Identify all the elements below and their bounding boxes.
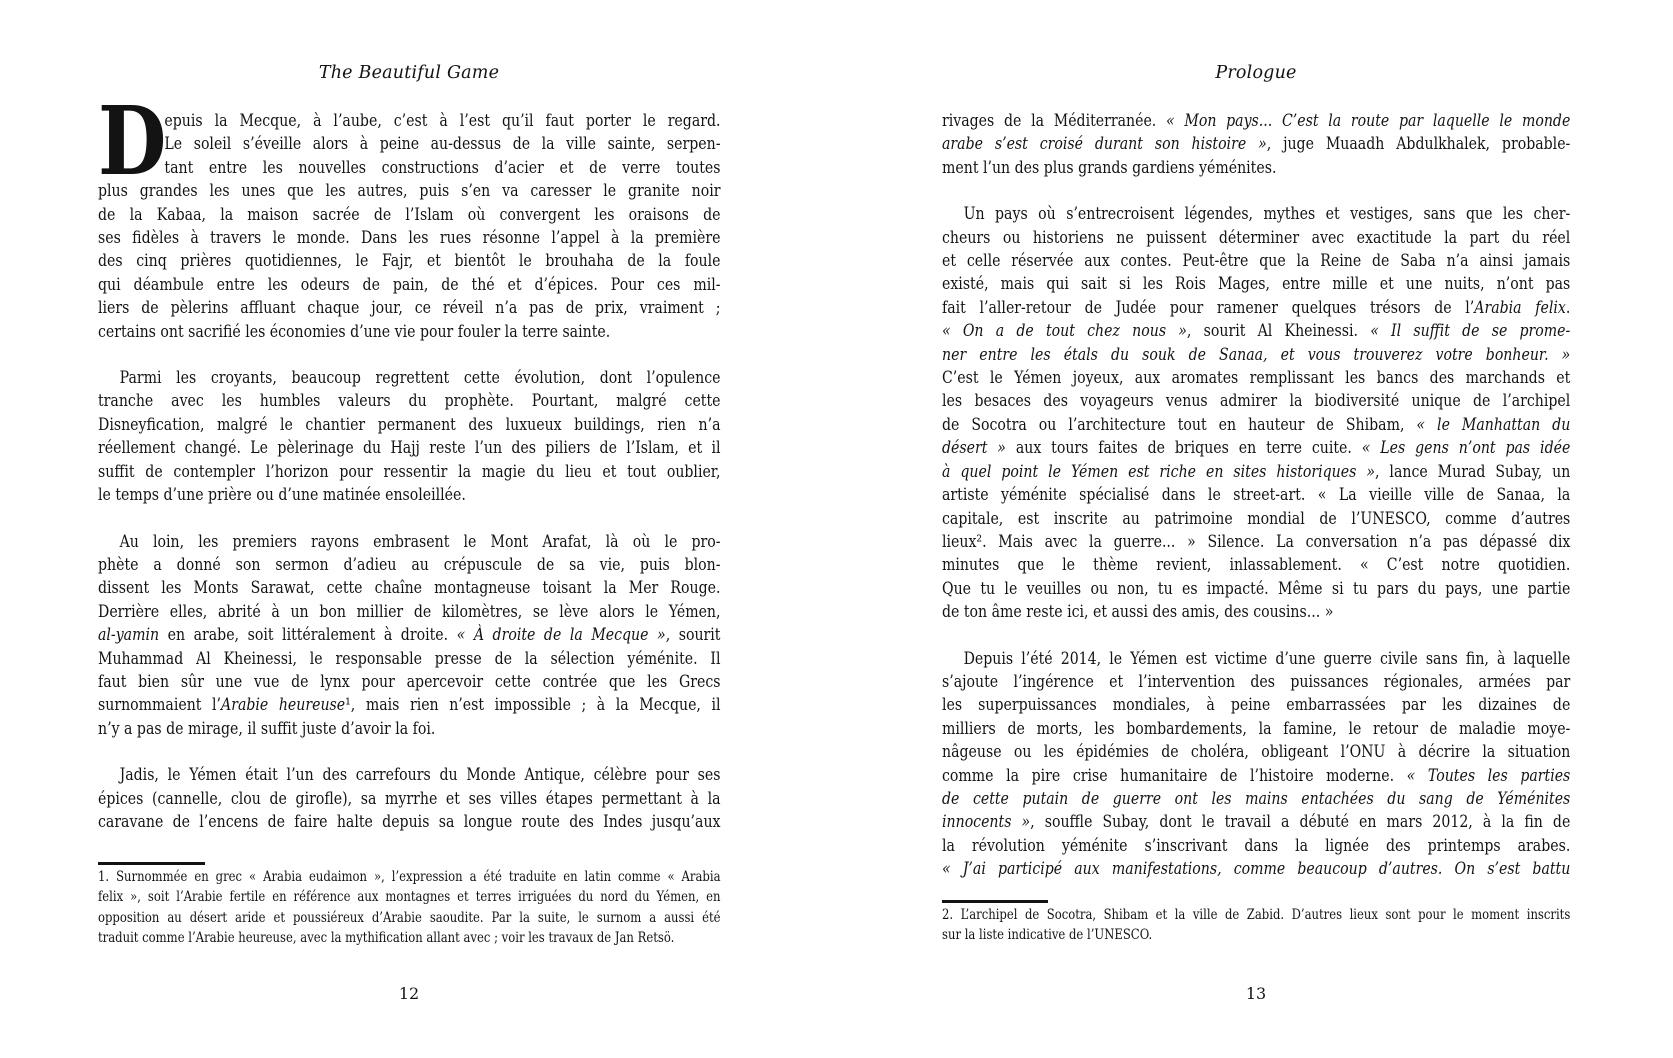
- text-line: [942, 367, 1570, 390]
- text-run: de Socotra ou l’architecture tout en hauteur de Shibam,: [942, 414, 1417, 435]
- text-run: faut bien sûr une vue de lynx pour apercevoir cette contrée que les Grecs: [98, 671, 721, 692]
- text-run: la révolution yéménite s’inscrivant dans la lignée des printemps arabes.: [942, 835, 1571, 856]
- paragraph: [98, 367, 721, 507]
- text-run: comme la pire crise humanitaire de l’histoire moderne.: [942, 765, 1407, 786]
- text-run: tant entre les nouvelles constructions d’acier et de verre toutes: [164, 157, 721, 178]
- text-line: [98, 928, 721, 948]
- italic-text-run: al-yamin: [98, 625, 160, 646]
- paragraph: [98, 764, 721, 834]
- text-line: [98, 274, 721, 297]
- text-line: [98, 367, 721, 390]
- text-run: phète a donné son sermon d’adieu au crépuscule de sa vie, puis blon-: [98, 554, 721, 575]
- text-run: .: [1565, 297, 1571, 318]
- text-line: [98, 250, 721, 273]
- text-line: [942, 437, 1570, 460]
- text-line: [942, 554, 1570, 577]
- text-run: 2. L’archipel de Socotra, Shibam et la ville de Zabid. D’autres lieux sont pour le moment inscrits: [942, 907, 1571, 923]
- text-line: [98, 390, 721, 413]
- text-line: [98, 811, 721, 834]
- text-run: liers de pèlerins affluant chaque jour, ce réveil n’a pas de prix, vraiment ;: [98, 298, 721, 319]
- text-line: [98, 437, 721, 460]
- italic-text-run: désert »: [942, 438, 1006, 459]
- text-line: [942, 110, 1570, 133]
- text-run: suffit de contempler l’horizon pour ressentir la magie du lieu et tout oublier,: [98, 461, 721, 482]
- text-run: Le soleil s’éveille alors à peine au-dessus de la ville sainte, serpen-: [164, 134, 721, 155]
- text-line: [942, 765, 1570, 788]
- text-line: [98, 718, 721, 741]
- text-run: caravane de l’encens de faire halte depuis sa longue route des Indes jusqu’aux: [98, 811, 721, 832]
- text-run: s’ajoute l’ingérence et l’intervention des puissances régionales, armées par: [942, 671, 1571, 692]
- text-line: [942, 227, 1570, 250]
- text-line: [942, 578, 1570, 601]
- text-run: epuis la Mecque, à l’aube, c’est à l’est qu’il faut porter le regard.: [164, 111, 721, 131]
- text-run: artiste yéménite spécialisé dans le street-art. « La vieille ville de Sanaa, la: [942, 485, 1571, 506]
- text-run: de ton âme reste ici, et aussi des amis, des cousins... »: [942, 602, 1334, 623]
- text-line: [98, 764, 721, 787]
- italic-text-run: arabe s’est croisé durant son histoire »: [942, 134, 1267, 155]
- text-line: [98, 908, 721, 928]
- text-line: [98, 414, 721, 437]
- text-run: ses fidèles à travers le monde. Dans les rues résonne l’appel à la première: [98, 228, 721, 249]
- footnote-right: [942, 905, 1570, 946]
- text-run: rivages de la Méditerranée.: [942, 111, 1167, 131]
- text-run: existé, mais qui sait si les Rois Mages, entre mille et une nuits, n’ont pas: [942, 274, 1571, 295]
- text-line: [942, 694, 1570, 717]
- text-line: [942, 203, 1570, 226]
- text-run: des cinq prières quotidiennes, le Fajr, et bientôt le brouhaha de la foule: [98, 251, 721, 272]
- text-run: , sourit: [665, 625, 721, 646]
- text-run: les besaces des voyageurs venus admirer la biodiversité unique de l’archipel: [942, 391, 1571, 412]
- text-run: de la Kabaa, la maison sacrée de l’Islam où convergent les oraisons de: [98, 204, 721, 225]
- text-run: dissent les Monts Sarawat, cette chaîne montagneuse toisant la Mer Rouge.: [98, 578, 721, 599]
- text-run: fait l’aller-retour de Judée pour ramener quelques trésors de l’: [942, 297, 1475, 318]
- text-run: opposition au désert aride et poussiéreux d’Arabie saoudite. Par la suite, le surnom a aussi été: [98, 909, 721, 926]
- italic-text-run: Arabia felix: [1474, 297, 1566, 318]
- drop-cap: D: [98, 86, 167, 197]
- text-line: [942, 508, 1570, 531]
- text-line: [98, 297, 721, 320]
- text-run: épices (cannelle, clou de girofle), sa myrrhe et ses villes étapes permettant à la: [98, 788, 721, 809]
- paragraph-dropcap: [98, 86, 721, 344]
- text-line: [98, 321, 721, 344]
- text-run: plus grandes les unes que les autres, puis s’en va caresser le granite noir: [98, 181, 721, 202]
- text-run: Muhammad Al Kheinessi, le responsable presse de la sélection yéménite. Il: [98, 648, 721, 669]
- text-line: [942, 718, 1570, 741]
- italic-text-run: à quel point le Yémen est riche en sites historiques »: [942, 461, 1375, 482]
- text-line: [942, 461, 1570, 484]
- text-run: C’est le Yémen joyeux, aux aromates remplissant les bancs des marchands et: [942, 368, 1571, 389]
- text-run: traduit comme l’Arabie heureuse, avec la mythification allant avec ; voir les travaux de Jan Retsö.: [98, 929, 675, 946]
- text-run: et celle réservée aux contes. Peut-être que la Reine de Saba n’a ainsi jamais: [942, 251, 1571, 272]
- text-run: réellement changé. Le pèlerinage du Hajj reste l’un des piliers de l’Islam, et il: [98, 438, 721, 459]
- italic-text-run: « J’ai participé aux manifestations, comme beaucoup d’autres. On s’est battu: [942, 859, 1571, 880]
- text-run: Un pays où s’entrecroisent légendes, mythes et vestiges, sans que les cher-: [963, 204, 1571, 225]
- text-line: [942, 320, 1570, 343]
- text-run: , lance Murad Subay, un: [1374, 461, 1571, 482]
- italic-text-run: « Il suffit de se prome-: [1370, 321, 1571, 342]
- page-left: [98, 0, 720, 1058]
- italic-text-run: « le Manhattan du: [1416, 414, 1571, 435]
- text-line: [98, 671, 721, 694]
- footnote-rule-left: [98, 862, 205, 865]
- text-line: [942, 297, 1570, 320]
- text-line: [942, 484, 1570, 507]
- paragraph: [942, 203, 1570, 624]
- italic-text-run: « À droite de la Mecque »: [456, 625, 666, 646]
- italic-text-run: « Toutes les parties: [1406, 765, 1571, 786]
- italic-text-run: ner entre les étals du souk de Sanaa, et vous trouverez votre bonheur. »: [942, 344, 1571, 365]
- text-run: les superpuissances mondiales, à peine embarrassées par les dizaines de: [942, 695, 1571, 716]
- running-header-right: Prologue: [1215, 63, 1297, 83]
- italic-text-run: « Mon pays... C’est la route par laquelle le monde: [1166, 111, 1571, 131]
- italic-text-run: « On a de tout chez nous »: [942, 321, 1187, 342]
- text-line: [98, 694, 721, 717]
- text-line: [98, 554, 721, 577]
- text-run: 1. Surnommée en grec « Arabia eudaimon », l’expression a été traduite en latin comme « Arabia: [98, 869, 721, 885]
- text-run: , sourit Al Kheinessi.: [1186, 321, 1371, 342]
- text-line: [98, 867, 721, 887]
- text-line: [942, 835, 1570, 858]
- text-line: [98, 648, 721, 671]
- text-run: le temps d’une prière ou d’une matinée ensoleillée.: [98, 485, 466, 506]
- text-line: [98, 788, 721, 811]
- text-line: [942, 671, 1570, 694]
- text-line: [98, 577, 721, 600]
- italic-text-run: de cette putain de guerre ont les mains entachées du sang de Yéménites: [942, 788, 1571, 809]
- text-line: [98, 180, 721, 203]
- text-run: certains ont sacrifié les économies d’une vie pour fouler la terre sainte.: [98, 321, 611, 342]
- text-run: capitale, est inscrite au patrimoine mondial de l’UNESCO, comme d’autres: [942, 508, 1571, 529]
- text-line: [942, 390, 1570, 413]
- text-run: Depuis l’été 2014, le Yémen est victime d’une guerre civile sans fin, à laquelle: [963, 648, 1571, 669]
- text-line: [942, 905, 1570, 925]
- text-line: [942, 250, 1570, 273]
- text-line: [942, 858, 1570, 881]
- text-line: [98, 887, 721, 907]
- text-run: , juge Muaadh Abdulkhalek, probable-: [1266, 134, 1571, 155]
- text-run: tranche avec les humbles valeurs du prophète. Pourtant, malgré cette: [98, 391, 721, 412]
- text-run: Disneyfication, malgré le chantier permanent des luxueux buildings, rien n’a: [98, 414, 721, 435]
- text-line: [98, 531, 721, 554]
- text-line: [98, 227, 721, 250]
- text-line: [942, 531, 1570, 554]
- text-run: lieux². Mais avec la guerre... » Silence. La conversation n’a pas dépassé dix: [942, 531, 1571, 552]
- text-run: , souffle Subay, dont le travail a débuté en mars 2012, à la fin de: [1030, 812, 1571, 833]
- text-line: [942, 648, 1570, 671]
- text-line: [942, 133, 1570, 156]
- text-line: [942, 741, 1570, 764]
- italic-text-run: Arabie heureuse: [221, 695, 346, 716]
- text-run: en arabe, soit littéralement à droite.: [159, 625, 457, 646]
- text-run: sur la liste indicative de l’UNESCO.: [942, 927, 1153, 944]
- page-number-right: 13: [1245, 984, 1267, 1003]
- text-line: [98, 484, 721, 507]
- text-line: [942, 344, 1570, 367]
- text-line: [942, 414, 1570, 437]
- footnote-left: [98, 867, 721, 948]
- text-run: aux tours faites de briques en terre cuite.: [1005, 438, 1362, 459]
- text-line: [942, 601, 1570, 624]
- paragraph: [98, 531, 721, 742]
- text-run: Parmi les croyants, beaucoup regrettent cette évolution, dont l’opulence: [119, 368, 721, 389]
- text-run: Au loin, les premiers rayons embrasent le Mont Arafat, là où le pro-: [119, 531, 721, 552]
- text-line: [98, 204, 721, 227]
- text-run: nâgeuse ou les épidémies de choléra, obligeant l’ONU à décrire la situation: [942, 742, 1571, 763]
- text-run: felix », soit l’Arabie fertile en référence aux montagnes et terres irriguées du nord du Yémen, en: [98, 889, 721, 906]
- text-line: [942, 811, 1570, 834]
- text-line: [98, 157, 721, 180]
- text-line: [98, 624, 721, 647]
- paragraph: [942, 648, 1570, 882]
- text-line: [942, 925, 1570, 945]
- text-line: [942, 273, 1570, 296]
- text-run: ¹, mais rien n’est impossible ; à la Mecque, il: [345, 695, 721, 716]
- page-right-body: [942, 110, 1570, 882]
- text-run: ment l’un des plus grands gardiens yéménites.: [942, 157, 1277, 178]
- text-run: Jadis, le Yémen était l’un des carrefours du Monde Antique, célèbre pour ses: [119, 765, 721, 786]
- page-number-left: 12: [398, 984, 420, 1003]
- running-header-left: The Beautiful Game: [318, 63, 500, 83]
- text-line: [942, 788, 1570, 811]
- text-run: qui déambule entre les odeurs de pain, de thé et d’épices. Pour ces mil-: [98, 274, 721, 295]
- page-left-body: [98, 86, 721, 834]
- paragraph: [942, 110, 1570, 180]
- italic-text-run: innocents »: [942, 812, 1031, 833]
- text-line: [98, 133, 721, 156]
- text-run: milliers de morts, les bombardements, la famine, le retour de maladie moye-: [942, 718, 1571, 739]
- text-line: [98, 601, 721, 624]
- text-run: minutes que le thème revient, inlassablement. « C’est notre quotidien.: [942, 555, 1571, 576]
- text-line: [98, 461, 721, 484]
- text-run: n’y a pas de mirage, il suffit juste d’avoir la foi.: [98, 718, 436, 739]
- text-run: Que tu le veuilles ou non, tu es impacté. Même si tu pars du pays, une partie: [942, 578, 1571, 599]
- italic-text-run: « Les gens n’ont pas idée: [1361, 438, 1571, 459]
- text-line: [942, 157, 1570, 180]
- paragraph: [98, 867, 721, 948]
- footnote-rule-right: [942, 900, 1048, 903]
- text-run: surnommaient l’: [98, 695, 222, 716]
- paragraph: [942, 905, 1570, 946]
- text-run: Derrière elles, abrité à un bon millier de kilomètres, se lève alors le Yémen,: [98, 601, 721, 622]
- text-run: cheurs ou historiens ne puissent déterminer avec exactitude la part du réel: [942, 227, 1571, 248]
- text-line: [98, 110, 721, 133]
- page-right: [942, 0, 1570, 1058]
